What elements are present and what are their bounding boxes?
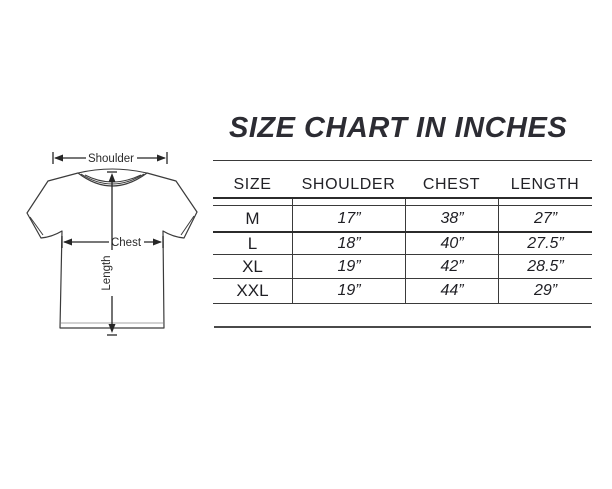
table-row-xxl xyxy=(213,279,592,304)
spacer-cell xyxy=(292,199,405,205)
size-chart-table xyxy=(213,160,592,304)
length-value: 27.5” xyxy=(498,233,592,254)
page-title: SIZE CHART IN INCHES xyxy=(229,112,568,144)
shoulder-value: 17” xyxy=(292,206,405,231)
size-value: L xyxy=(247,233,258,253)
spacer-cell xyxy=(405,199,498,205)
spacer-cell xyxy=(498,199,592,205)
column-header-size: SIZE xyxy=(233,176,272,193)
length-value: 27” xyxy=(498,206,592,231)
chest-value: 40” xyxy=(405,233,498,254)
chest-value: 44” xyxy=(405,279,498,303)
size-value: XL xyxy=(242,256,263,276)
shoulder-label: Shoulder xyxy=(87,153,135,165)
length-value: 29” xyxy=(498,279,592,303)
size-value: M xyxy=(245,208,260,228)
header-divider-row xyxy=(213,199,592,206)
column-header-shoulder: SHOULDER xyxy=(301,176,396,193)
shoulder-value: 19” xyxy=(292,279,405,303)
bottom-divider xyxy=(214,326,591,328)
chest-value: 42” xyxy=(405,255,498,278)
table-header-row xyxy=(213,160,592,199)
table-row-l xyxy=(213,233,592,255)
spacer-cell xyxy=(213,199,292,205)
table-row-xl xyxy=(213,255,592,279)
table-row-m xyxy=(213,206,592,233)
chest-label: Chest xyxy=(110,237,142,249)
length-value: 28.5” xyxy=(498,255,592,278)
length-label: Length xyxy=(101,255,113,291)
size-value: XXL xyxy=(236,281,269,300)
chest-value: 38” xyxy=(405,206,498,231)
shoulder-value: 18” xyxy=(292,233,405,254)
shoulder-value: 19” xyxy=(292,255,405,278)
column-header-length: LENGTH xyxy=(510,176,580,193)
column-header-chest: CHEST xyxy=(422,176,481,193)
